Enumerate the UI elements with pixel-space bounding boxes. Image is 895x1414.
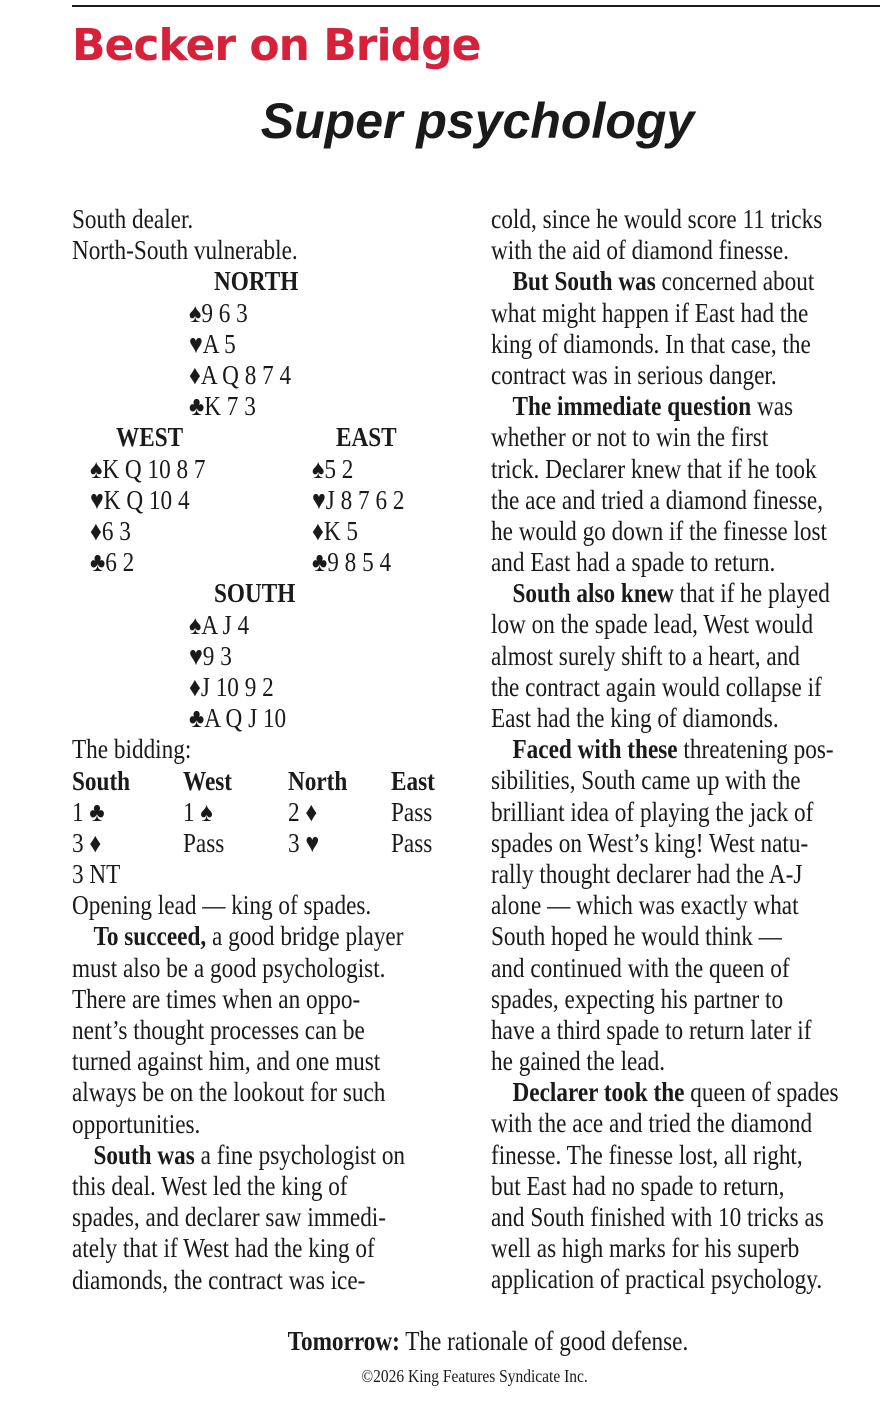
article-line — [491, 765, 895, 796]
left-column — [72, 204, 464, 1296]
line-text: low on the spade lead, West would — [491, 609, 814, 640]
north-hearts: ♥A 5 — [189, 328, 236, 359]
bid-cell: Pass — [391, 796, 433, 827]
copyright — [0, 1366, 895, 1387]
line-text: that if he played — [673, 578, 830, 609]
paragraph-lead: South was — [93, 1139, 195, 1170]
line-text: ately that if West had the king of — [72, 1233, 375, 1264]
article-line — [491, 984, 895, 1015]
north-spades: ♠9 6 3 — [189, 297, 248, 328]
bid-cell: Pass — [391, 827, 433, 858]
line-text: and South finished with 10 tricks as — [491, 1202, 824, 1232]
line-text: the ace and tried a diamond finesse, — [491, 484, 824, 515]
east-hearts: ♥J 8 7 6 2 — [312, 484, 405, 515]
article-line — [491, 672, 895, 703]
line-text: opportunities. — [72, 1108, 201, 1139]
line-text: almost surely shift to a heart, and — [491, 640, 800, 671]
line-text: a good bridge player — [206, 921, 404, 952]
article-line — [491, 890, 895, 921]
east-clubs: ♣9 8 5 4 — [312, 547, 392, 578]
line-text: cold, since he would score 11 tricks — [491, 204, 823, 234]
article-line — [491, 703, 895, 734]
south-label: SOUTH — [214, 578, 296, 609]
article-line — [491, 859, 895, 890]
line-text: and continued with the queen of — [491, 952, 790, 983]
article-line — [491, 298, 895, 329]
south-diamonds: ♦J 10 9 2 — [189, 671, 274, 702]
article-line — [491, 1171, 895, 1202]
west-diamonds: ♦6 3 — [90, 515, 131, 546]
article-line — [491, 797, 895, 828]
south-spades: ♠A J 4 — [189, 609, 250, 640]
deal-diagram — [72, 266, 464, 640]
tomorrow-teaser — [0, 1326, 895, 1357]
line-text: diamonds, the contract was ice- — [72, 1264, 366, 1295]
headline: Super psychology — [260, 93, 695, 149]
paragraph-lead: Declarer took the — [512, 1077, 685, 1108]
article-line — [491, 360, 895, 391]
bidding-table — [72, 766, 464, 891]
article-line — [491, 578, 895, 609]
west-clubs: ♣6 2 — [90, 547, 135, 578]
bid-cell: 1 ♠ — [183, 796, 213, 827]
line-text: well as high marks for his superb — [491, 1233, 800, 1264]
line-text: was — [751, 391, 794, 422]
line-text: threatening pos- — [677, 734, 834, 765]
line-text: this deal. West led the king of — [72, 1170, 348, 1201]
line-text: finesse. The finesse lost, all right, — [491, 1139, 803, 1170]
copyright-text: ©2026 King Features Syndicate Inc. — [361, 1366, 589, 1386]
line-text: and East had a spade to return. — [491, 547, 776, 578]
article-line — [491, 266, 895, 297]
line-text: with the ace and tried the diamond — [491, 1108, 813, 1139]
article-line — [491, 1140, 895, 1171]
line-text: concerned about — [655, 266, 815, 297]
paragraph-lead: But South was — [512, 266, 656, 297]
article-line — [491, 547, 895, 578]
article-line — [491, 1202, 895, 1233]
article-line — [491, 921, 895, 952]
line-text: alone — which was exactly what — [491, 890, 799, 921]
top-rule — [72, 5, 880, 7]
bid-cell: 2 ♦ — [288, 796, 318, 827]
bid-cell: 3 ♦ — [72, 827, 102, 858]
line-text: whether or not to win the first — [491, 422, 769, 453]
article-line — [491, 641, 895, 672]
tomorrow-label: Tomorrow: — [287, 1326, 400, 1356]
line-text: spades, and declarer saw immedi- — [72, 1202, 386, 1233]
article-line — [491, 204, 895, 235]
paragraph-lead: The immediate question — [512, 391, 752, 422]
line-text: spades on West’s king! West natu- — [491, 827, 809, 858]
north-clubs: ♣K 7 3 — [189, 391, 256, 422]
line-text: queen of spades — [684, 1077, 839, 1108]
line-text: but East had no spade to return, — [491, 1170, 785, 1201]
bid-cell: 1 ♣ — [72, 796, 105, 827]
line-text: brilliant idea of playing the jack of — [491, 796, 814, 827]
line-text: must also be a good psychologist. — [72, 952, 386, 983]
paragraph-lead: Faced with these — [512, 734, 678, 765]
east-label: EAST — [336, 422, 397, 453]
bid-cell: 3 NT — [72, 859, 121, 890]
line-text: with the aid of diamond finesse. — [491, 235, 789, 266]
article-line — [491, 391, 895, 422]
line-text: sibilities, South came up with the — [491, 765, 801, 796]
paragraph-lead: To succeed, — [93, 921, 207, 952]
bid-header: West — [183, 765, 233, 796]
bidding-row — [72, 859, 464, 890]
tomorrow-text: The rationale of good defense. — [399, 1326, 688, 1356]
line-text: what might happen if East had the — [491, 297, 809, 328]
line-text: trick. Declarer knew that if he took — [491, 453, 817, 484]
line-text: king of diamonds. In that case, the — [491, 328, 811, 359]
article-line — [491, 609, 895, 640]
line-text: have a third spade to return later if — [491, 1014, 812, 1045]
article-line — [491, 329, 895, 360]
article-line — [491, 422, 895, 453]
article-paragraph — [72, 1140, 464, 1296]
column-title: Becker on Bridge — [72, 20, 481, 71]
article-line — [491, 454, 895, 485]
line-text: contract was in serious danger. — [491, 359, 777, 390]
west-spades: ♠K Q 10 8 7 — [90, 453, 206, 484]
line-text: the contract again would collapse if — [491, 671, 822, 702]
article-line — [491, 485, 895, 516]
article-line — [491, 1077, 895, 1108]
bid-header: North — [288, 765, 348, 796]
line-text: turned against him, and one must — [72, 1046, 381, 1077]
line-text: East had the king of diamonds. — [491, 703, 779, 733]
dealer-line: South dealer. — [72, 204, 194, 234]
north-label: NORTH — [214, 266, 299, 297]
north-diamonds: ♦A Q 8 7 4 — [189, 359, 292, 390]
vulnerability-line: North-South vulnerable. — [72, 235, 298, 266]
line-text: a fine psychologist on — [194, 1139, 406, 1170]
south-hearts: ♥9 3 — [189, 640, 232, 671]
line-text: nent’s thought processes can be — [72, 1015, 365, 1046]
bidding-row — [72, 797, 464, 828]
line-text: application of practical psychology. — [491, 1264, 823, 1295]
article-line — [491, 828, 895, 859]
bidding-row — [72, 828, 464, 859]
bidding-header-row — [72, 766, 464, 797]
article-line — [491, 235, 895, 266]
bidding-intro: The bidding: — [72, 734, 192, 765]
line-text: he gained the lead. — [491, 1046, 666, 1077]
line-text: he would go down if the finesse lost — [491, 515, 828, 546]
line-text: There are times when an oppo- — [72, 983, 361, 1014]
right-column — [491, 204, 895, 1296]
article-line — [491, 1233, 895, 1264]
article-line — [491, 1108, 895, 1139]
line-text: South hoped he would think — — [491, 921, 782, 952]
article-line — [491, 1264, 895, 1295]
line-text: spades, expecting his partner to — [491, 983, 784, 1014]
article-paragraph — [72, 921, 464, 1139]
article-line — [491, 516, 895, 547]
article-line — [491, 1015, 895, 1046]
east-diamonds: ♦K 5 — [312, 515, 359, 546]
west-label: WEST — [116, 422, 184, 453]
paragraph-lead: South also knew — [512, 578, 674, 609]
bid-header: East — [391, 765, 435, 796]
south-clubs: ♣A Q J 10 — [189, 703, 287, 734]
east-spades: ♠5 2 — [312, 453, 354, 484]
bid-cell: Pass — [183, 827, 225, 858]
bid-cell: 3 ♥ — [288, 827, 320, 858]
line-text: rally thought declarer had the A-J — [491, 858, 803, 889]
article-line — [491, 734, 895, 765]
line-text: always be on the lookout for such — [72, 1077, 386, 1108]
article-line — [491, 1046, 895, 1077]
opening-lead: Opening lead — king of spades. — [72, 890, 372, 921]
bid-header: South — [72, 765, 131, 796]
west-hearts: ♥K Q 10 4 — [90, 484, 190, 515]
article-line — [491, 953, 895, 984]
